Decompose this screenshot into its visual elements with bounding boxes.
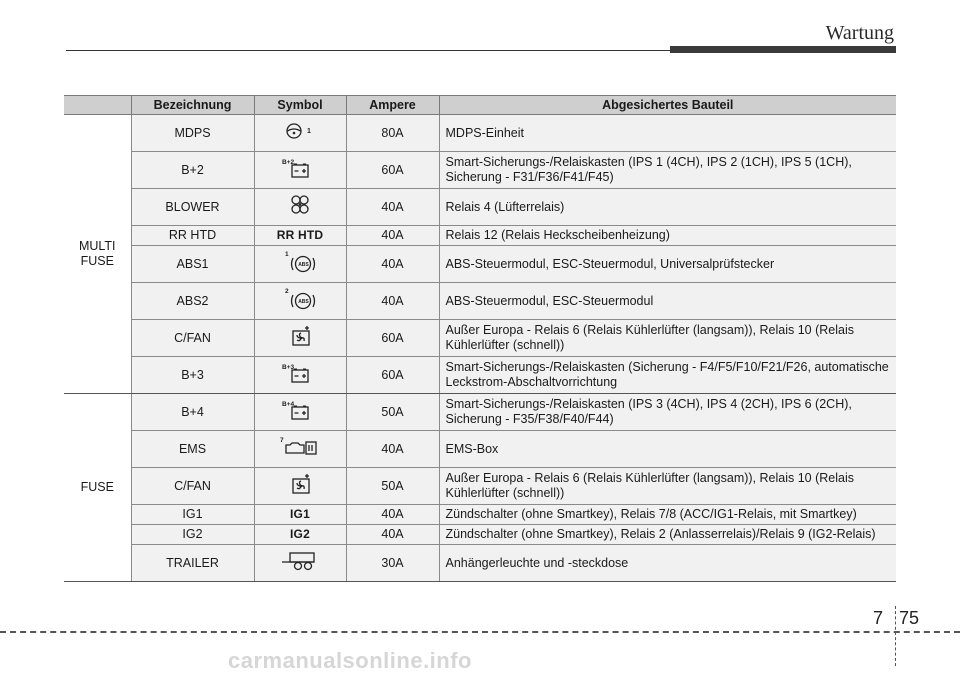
fuse-protected-part: Zündschalter (ohne Smartkey), Relais 2 (Anlasserrelais)/Relais 9 (IG2-Relais) xyxy=(439,525,896,545)
table-row xyxy=(64,283,896,320)
footer-rule xyxy=(0,631,960,633)
svg-text:ABS: ABS xyxy=(298,262,309,268)
table-row xyxy=(64,431,896,468)
header-ampere: Ampere xyxy=(346,96,439,115)
table-row xyxy=(64,357,896,394)
symbol-index: 1 xyxy=(285,251,289,258)
fuse-name: MDPS xyxy=(131,115,254,152)
table-row xyxy=(64,246,896,283)
fuse-name: B+3 xyxy=(131,357,254,394)
fuse-symbol xyxy=(254,115,346,152)
fuse-symbol xyxy=(254,357,346,394)
fuse-ampere: 40A xyxy=(346,505,439,525)
fuse-symbol xyxy=(254,283,346,320)
fuse-name: ABS2 xyxy=(131,283,254,320)
fuse-protected-part: Außer Europa - Relais 6 (Relais Kühlerlüfter (langsam)), Relais 10 (Relais Kühlerlüfter (schnell)) xyxy=(439,468,896,505)
symbol-index: 7 xyxy=(280,437,284,444)
fuse-ampere: 40A xyxy=(346,431,439,468)
fuse-name: EMS xyxy=(131,431,254,468)
fuse-ampere: 30A xyxy=(346,545,439,582)
abs-icon xyxy=(282,287,318,311)
header-name: Bezeichnung xyxy=(131,96,254,115)
engine-ecu-icon xyxy=(278,436,322,458)
table-row xyxy=(64,152,896,189)
fuse-symbol xyxy=(254,152,346,189)
fuse-name: B+2 xyxy=(131,152,254,189)
header-group xyxy=(64,96,131,115)
table-row xyxy=(64,525,896,545)
header-part: Abgesichertes Bauteil xyxy=(439,96,896,115)
svg-text:ABS: ABS xyxy=(298,299,309,305)
watermark: carmanualsonline.info xyxy=(228,648,472,673)
fuse-name: TRAILER xyxy=(131,545,254,582)
fuse-protected-part: EMS-Box xyxy=(439,431,896,468)
fuse-protected-part: Relais 4 (Lüfterrelais) xyxy=(439,189,896,226)
fuse-ampere: 40A xyxy=(346,189,439,226)
fuse-symbol xyxy=(254,320,346,357)
cooling-fan-icon xyxy=(285,325,315,347)
table-header-row xyxy=(64,96,896,115)
fuse-name: BLOWER xyxy=(131,189,254,226)
fuse-name: IG1 xyxy=(131,505,254,525)
table-row xyxy=(64,320,896,357)
table-row xyxy=(64,394,896,431)
table-row xyxy=(64,468,896,505)
symbol-index: 1 xyxy=(307,128,311,135)
fuse-ampere: 50A xyxy=(346,394,439,431)
fuse-name: IG2 xyxy=(131,525,254,545)
header-rule xyxy=(66,50,670,51)
fuse-ampere: 40A xyxy=(346,226,439,246)
cooling-fan-icon xyxy=(285,473,315,495)
fuse-ampere: 80A xyxy=(346,115,439,152)
trailer-icon xyxy=(278,550,322,572)
fan-icon xyxy=(288,194,312,216)
battery-icon xyxy=(280,157,320,179)
symbol-text: IG1 xyxy=(290,507,310,521)
page-separator xyxy=(895,606,896,666)
page-number: 75 xyxy=(899,608,920,628)
fuse-protected-part: Smart-Sicherungs-/Relaiskasten (IPS 3 (4CH), IPS 4 (2CH), IPS 6 (2CH), Sicherung - F35/F38/F40/F44) xyxy=(439,394,896,431)
table-row xyxy=(64,545,896,582)
fuse-symbol xyxy=(254,468,346,505)
table-row xyxy=(64,115,896,152)
fuse-table xyxy=(64,95,896,582)
fuse-symbol xyxy=(254,545,346,582)
fuse-symbol xyxy=(254,505,346,525)
group-label: MULTI FUSE xyxy=(64,115,131,394)
fuse-symbol xyxy=(254,189,346,226)
chapter-number: 7 xyxy=(873,608,884,628)
fuse-symbol xyxy=(254,394,346,431)
fuse-protected-part: ABS-Steuermodul, ESC-Steuermodul xyxy=(439,283,896,320)
table-row xyxy=(64,505,896,525)
fuse-protected-part: Smart-Sicherungs-/Relaiskasten (IPS 1 (4CH), IPS 2 (1CH), IPS 5 (1CH), Sicherung - F31/F36/F41/F45) xyxy=(439,152,896,189)
fuse-protected-part: Anhängerleuchte und -steckdose xyxy=(439,545,896,582)
fuse-ampere: 60A xyxy=(346,152,439,189)
fuse-ampere: 60A xyxy=(346,320,439,357)
symbol-text: RR HTD xyxy=(276,228,324,242)
fuse-name: C/FAN xyxy=(131,320,254,357)
fuse-symbol xyxy=(254,226,346,246)
header-symbol: Symbol xyxy=(254,96,346,115)
fuse-name: RR HTD xyxy=(131,226,254,246)
battery-icon xyxy=(280,362,320,384)
fuse-ampere: 50A xyxy=(346,468,439,505)
fuse-symbol xyxy=(254,431,346,468)
table-row xyxy=(64,189,896,226)
fuse-ampere: 60A xyxy=(346,357,439,394)
fuse-symbol xyxy=(254,246,346,283)
symbol-index: 2 xyxy=(285,288,289,295)
fuse-protected-part: Außer Europa - Relais 6 (Relais Kühlerlüfter (langsam)), Relais 10 (Relais Kühlerlüfter (schnell)) xyxy=(439,320,896,357)
fuse-protected-part: Smart-Sicherungs-/Relaiskasten (Sicherung - F4/F5/F10/F21/F26, automatische Leckstrom-Abschaltvorrichtung xyxy=(439,357,896,394)
fuse-name: B+4 xyxy=(131,394,254,431)
battery-icon xyxy=(280,399,320,421)
steering-icon xyxy=(280,121,320,141)
fuse-ampere: 40A xyxy=(346,283,439,320)
table-row xyxy=(64,226,896,246)
fuse-protected-part: Zündschalter (ohne Smartkey), Relais 7/8 (ACC/IG1-Relais, mit Smartkey) xyxy=(439,505,896,525)
fuse-protected-part: Relais 12 (Relais Heckscheibenheizung) xyxy=(439,226,896,246)
fuse-symbol xyxy=(254,525,346,545)
header-rule-accent xyxy=(670,46,896,53)
section-title: Wartung xyxy=(825,22,894,44)
fuse-ampere: 40A xyxy=(346,525,439,545)
fuse-ampere: 40A xyxy=(346,246,439,283)
abs-icon xyxy=(282,250,318,274)
symbol-label: B+3 xyxy=(282,364,295,371)
symbol-label: B+2 xyxy=(282,159,295,166)
group-label: FUSE xyxy=(64,394,131,582)
symbol-text: IG2 xyxy=(290,527,310,541)
symbol-label: B+4 xyxy=(282,401,295,408)
fuse-protected-part: MDPS-Einheit xyxy=(439,115,896,152)
fuse-protected-part: ABS-Steuermodul, ESC-Steuermodul, Universalprüfstecker xyxy=(439,246,896,283)
fuse-name: ABS1 xyxy=(131,246,254,283)
fuse-name: C/FAN xyxy=(131,468,254,505)
